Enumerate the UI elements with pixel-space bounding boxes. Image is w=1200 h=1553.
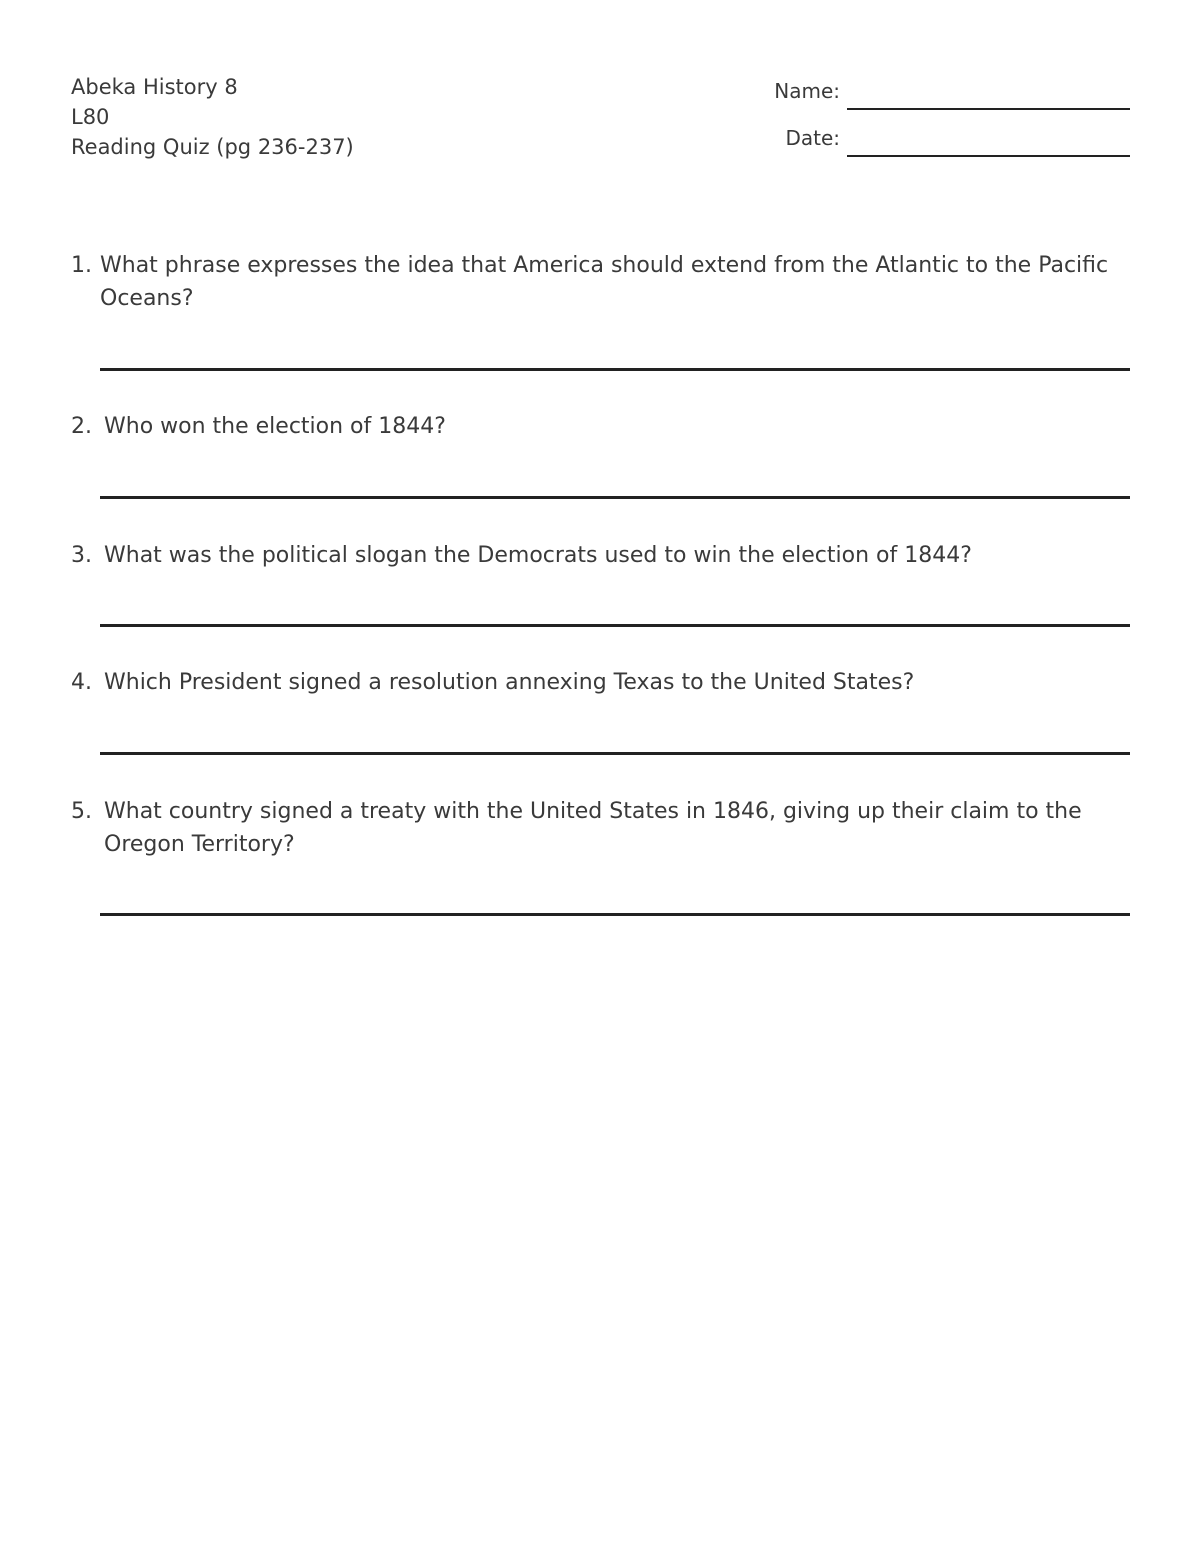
question-text: What was the political slogan the Democrats used to win the election of 1844? xyxy=(104,543,972,568)
name-field xyxy=(740,76,1130,123)
date-label: Date: xyxy=(785,126,840,150)
question-text: Who won the election of 1844? xyxy=(104,414,446,439)
answer-line-3[interactable] xyxy=(100,624,1130,627)
question-1 xyxy=(71,249,1131,315)
answer-line-5[interactable] xyxy=(100,913,1130,916)
question-4 xyxy=(71,666,1131,699)
question-number: 1. xyxy=(71,253,92,278)
date-field xyxy=(740,123,1130,170)
name-label: Name: xyxy=(774,79,840,103)
student-info xyxy=(740,76,1130,170)
answer-line-4[interactable] xyxy=(100,752,1130,755)
question-number: 3. xyxy=(71,543,92,568)
question-number: 2. xyxy=(71,414,92,439)
question-5 xyxy=(71,795,1131,861)
question-number: 4. xyxy=(71,670,92,695)
quiz-title: Reading Quiz (pg 236-237) xyxy=(71,135,354,159)
name-blank-line[interactable] xyxy=(847,108,1130,110)
question-text: What phrase expresses the idea that America should extend from the Atlantic to the Pacific Oceans? xyxy=(100,253,1109,311)
answer-line-2[interactable] xyxy=(100,496,1130,499)
question-number: 5. xyxy=(71,799,92,824)
date-blank-line[interactable] xyxy=(847,155,1130,157)
lesson-number: L80 xyxy=(71,105,110,129)
question-2 xyxy=(71,410,1131,443)
question-3 xyxy=(71,539,1131,572)
question-text: Which President signed a resolution annexing Texas to the United States? xyxy=(104,670,915,695)
answer-line-1[interactable] xyxy=(100,368,1130,371)
quiz-header xyxy=(71,72,354,162)
question-text: What country signed a treaty with the United States in 1846, giving up their claim to the Oregon Territory? xyxy=(104,799,1082,857)
course-title: Abeka History 8 xyxy=(71,75,238,99)
